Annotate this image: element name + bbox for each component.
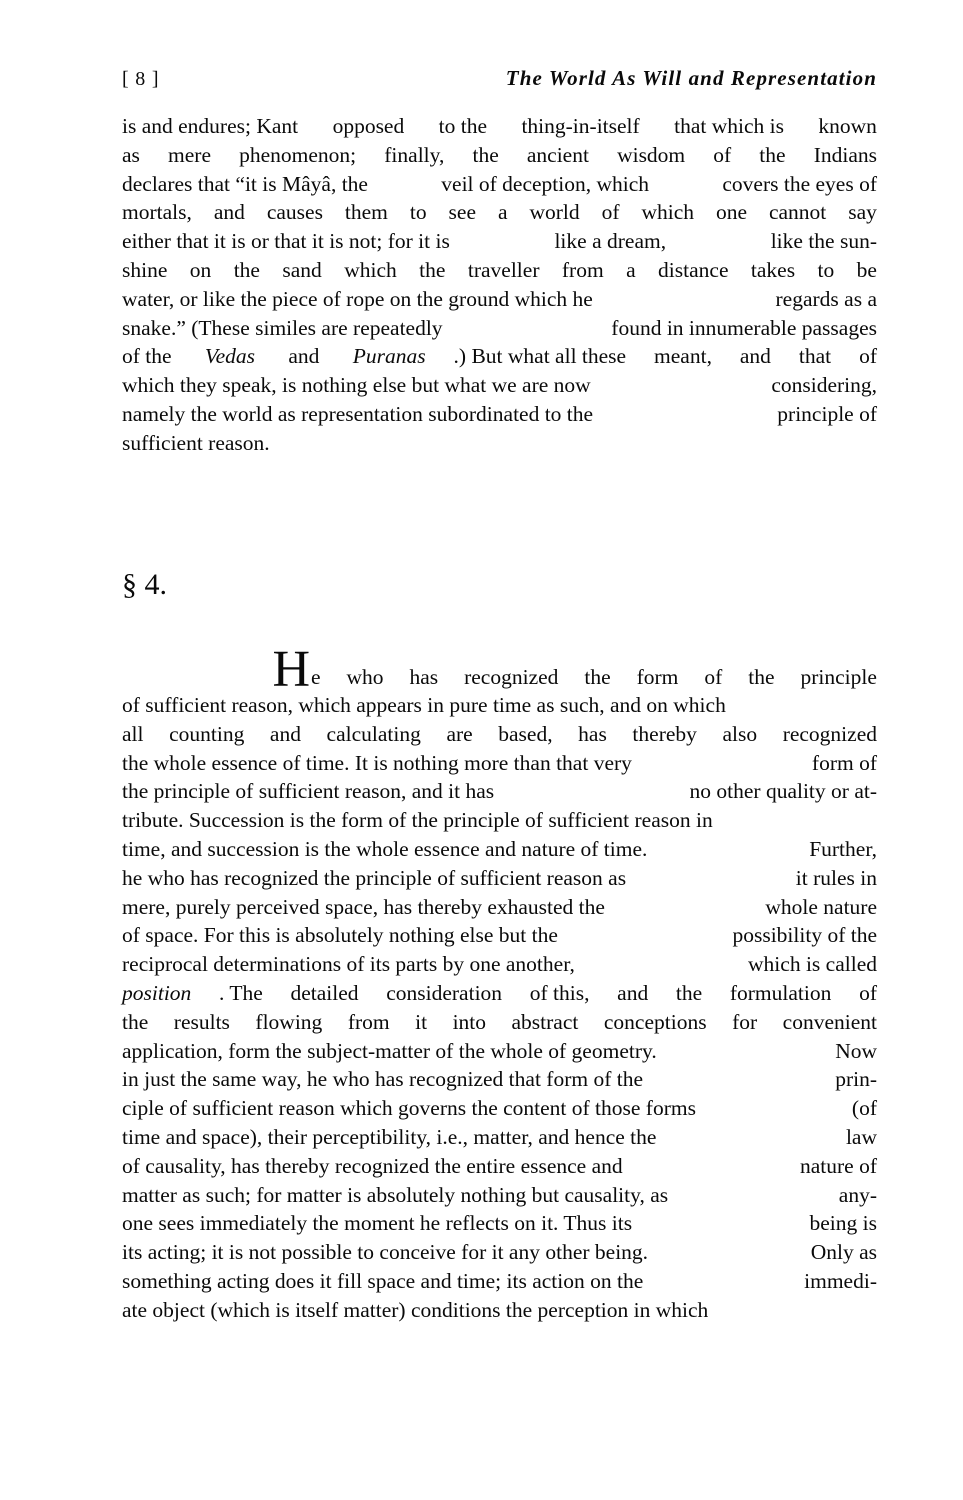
text-run: one	[715, 200, 747, 225]
text-run: the	[675, 980, 703, 1005]
text-run: and	[617, 980, 649, 1005]
text-run: recognized	[782, 721, 877, 746]
text-run: time and space), their perceptibility, i.e., matter, and hence the	[122, 1124, 657, 1149]
text-run: tribute. Succession is the form of the principle of sufficient reason in	[122, 808, 713, 833]
text-run: as	[122, 142, 140, 167]
text-run: to the	[438, 114, 488, 138]
text-run: any-	[838, 1182, 877, 1207]
text-run: also	[722, 721, 758, 746]
drop-cap: H	[272, 641, 310, 698]
text-run: convenient	[782, 1009, 877, 1034]
text-run: world	[529, 200, 580, 225]
text-line	[122, 198, 877, 227]
text-line	[122, 835, 877, 864]
running-head	[122, 66, 877, 96]
text-run: takes	[750, 257, 796, 282]
text-run: cannot	[768, 200, 827, 225]
text-run: of	[859, 344, 877, 369]
text-run: .) But what all these	[453, 344, 627, 369]
text-run: conceptions	[603, 1009, 707, 1034]
text-run: of this,	[529, 980, 590, 1005]
text-run: declares that “it is Mâyâ, the	[122, 171, 368, 196]
text-line	[122, 1296, 877, 1325]
text-line	[122, 285, 877, 314]
text-run: that which is	[674, 114, 784, 138]
text-run: either that it is or that it is not; for it is	[122, 229, 450, 254]
text-run: known	[818, 114, 877, 138]
text-line	[122, 1267, 877, 1296]
text-run: a	[626, 257, 636, 282]
text-run: ate object (which is itself matter) conditions the perception in which	[122, 1297, 709, 1322]
text-run: namely the world as representation subordinated to the	[122, 401, 594, 426]
text-run: position	[122, 980, 192, 1005]
text-run: found in innumerable passages	[611, 315, 877, 340]
text-run: the principle of sufficient reason, and it has	[122, 779, 495, 804]
text-run: mortals,	[122, 200, 192, 225]
text-line	[122, 691, 877, 720]
text-run: counting	[169, 721, 245, 746]
text-line	[122, 950, 877, 979]
text-run: formulation	[729, 980, 832, 1005]
text-line	[122, 1094, 877, 1123]
text-run: traveller	[467, 257, 540, 282]
text-run: Only as	[810, 1240, 877, 1265]
text-run: like a dream,	[554, 229, 667, 254]
text-run: form of	[811, 750, 877, 775]
text-run: into	[452, 1009, 487, 1034]
text-run: of causality, has thereby recognized the entire essence and	[122, 1153, 623, 1178]
text-run: all	[122, 721, 144, 746]
text-line	[122, 921, 877, 950]
section-heading	[122, 568, 877, 602]
text-line	[122, 112, 877, 141]
text-run: a	[497, 200, 508, 225]
text-run: opposed	[332, 114, 405, 138]
text-run: who	[346, 665, 384, 689]
text-run: phenomenon;	[239, 142, 357, 167]
text-run: Further,	[809, 836, 877, 861]
text-run: no other quality or at-	[689, 779, 877, 804]
text-line	[122, 314, 877, 343]
text-run: of sufficient reason, which appears in pure time as such, and on which	[122, 693, 726, 717]
text-run: say	[848, 200, 877, 225]
text-run: one sees immediately the moment he reflects on it. Thus its	[122, 1211, 633, 1236]
text-run: reciprocal determinations of its parts by one another,	[122, 952, 575, 977]
text-run: which	[641, 200, 694, 225]
text-run: it rules in	[795, 865, 877, 890]
text-run: which	[344, 257, 397, 282]
text-run: mere	[168, 142, 211, 167]
text-run: abstract	[511, 1009, 579, 1034]
text-line	[122, 1065, 877, 1094]
text-line	[122, 227, 877, 256]
text-line	[122, 1181, 877, 1210]
text-run: and	[269, 721, 301, 746]
text-run: of	[601, 200, 620, 225]
text-run: for	[732, 1009, 758, 1034]
text-run: finally,	[384, 142, 445, 167]
text-run: be	[856, 257, 877, 282]
text-line	[122, 1008, 877, 1037]
text-run: based,	[498, 721, 553, 746]
paragraph-one	[122, 112, 877, 458]
drop-cap-line-text	[311, 665, 877, 690]
text-run: Now	[835, 1038, 877, 1063]
text-run: flowing	[255, 1009, 323, 1034]
text-run: being is	[809, 1211, 877, 1236]
text-run: meant,	[654, 344, 712, 369]
text-run: sand	[282, 257, 322, 282]
text-run: the	[472, 142, 499, 167]
drop-cap-line	[122, 641, 877, 698]
text-run: the	[759, 142, 786, 167]
page-folio: [ 8 ]	[122, 68, 160, 90]
text-run: e	[311, 665, 321, 689]
text-line	[122, 720, 877, 749]
running-title: The World As Will and Representation	[505, 66, 877, 90]
text-run: ciple of sufficient reason which governs the content of those forms	[122, 1096, 696, 1121]
text-line	[122, 1123, 877, 1152]
text-line	[122, 806, 877, 835]
text-run: covers the eyes of	[722, 171, 877, 196]
text-run: detailed	[290, 980, 359, 1005]
text-run: and	[282, 344, 325, 369]
text-run: consideration	[386, 980, 503, 1005]
text-run: recognized	[464, 665, 559, 689]
text-run: ancient	[526, 142, 589, 167]
text-run: of	[859, 980, 877, 1005]
text-run: of the	[122, 344, 177, 369]
text-run: which they speak, is nothing else but what we are now	[122, 373, 591, 398]
text-line	[122, 1209, 877, 1238]
text-run: like the sun-	[770, 229, 877, 254]
text-run: and	[213, 200, 245, 225]
text-run: sufficient reason.	[122, 430, 270, 455]
text-run: from	[561, 257, 604, 282]
text-run: veil of deception, which	[441, 171, 650, 196]
text-run: application, form the subject-matter of the whole of geometry.	[122, 1038, 657, 1063]
text-run: wisdom	[617, 142, 686, 167]
text-run: he who has recognized the principle of sufficient reason as	[122, 865, 627, 890]
text-run: the	[419, 257, 446, 282]
text-run: time, and succession is the whole essence and nature of time.	[122, 836, 648, 861]
text-line	[122, 342, 877, 371]
text-run: has	[409, 665, 439, 689]
text-run: of	[713, 142, 732, 167]
text-line	[122, 893, 877, 922]
text-run: in just the same way, he who has recognized that form of the	[122, 1067, 644, 1092]
text-run: and	[739, 344, 771, 369]
text-run: distance	[658, 257, 729, 282]
text-run: principle of	[777, 401, 877, 426]
text-run: (of	[851, 1096, 877, 1121]
text-run: Puranas	[352, 344, 426, 369]
text-line	[122, 749, 877, 778]
text-line	[122, 777, 877, 806]
text-run: results	[173, 1009, 230, 1034]
text-line	[122, 429, 877, 458]
text-run: mere, purely perceived space, has thereby exhausted the	[122, 894, 605, 919]
text-line	[122, 256, 877, 285]
text-run: thing-in-itself	[521, 114, 640, 138]
text-run: nature of	[799, 1153, 877, 1178]
text-run: thereby	[632, 721, 697, 746]
text-run: are	[446, 721, 473, 746]
text-run: to	[817, 257, 835, 282]
text-run: of	[704, 665, 723, 689]
text-run: the whole essence of time. It is nothing more than that very	[122, 750, 632, 775]
text-run: it	[415, 1009, 428, 1034]
text-line	[122, 141, 877, 170]
text-line	[122, 1037, 877, 1066]
text-run: them	[344, 200, 388, 225]
text-line	[122, 400, 877, 429]
text-run: whole nature	[765, 894, 877, 919]
text-line	[122, 170, 877, 199]
text-run: immedi-	[804, 1268, 877, 1293]
text-run: matter as such; for matter is absolutely nothing but causality, as	[122, 1182, 669, 1207]
text-run: . The	[218, 980, 263, 1005]
text-run: regards as a	[775, 286, 877, 311]
text-run: of space. For this is absolutely nothing else but the	[122, 923, 558, 948]
text-run: Vedas	[204, 344, 256, 369]
text-run: which is called	[748, 952, 877, 977]
text-run: from	[347, 1009, 390, 1034]
text-line	[122, 371, 877, 400]
text-run: possibility of the	[732, 923, 877, 948]
text-run: see	[448, 200, 476, 225]
text-run: calculating	[326, 721, 421, 746]
text-run: form	[636, 665, 679, 689]
text-run: has	[578, 721, 607, 746]
text-run: considering,	[771, 373, 877, 398]
text-line	[122, 979, 877, 1008]
text-run: principle	[800, 665, 877, 689]
text-run: Indians	[813, 142, 877, 167]
text-run: shine	[122, 257, 168, 282]
text-line	[122, 864, 877, 893]
text-run: to	[409, 200, 427, 225]
paragraph-two	[122, 641, 877, 1325]
text-run: the	[584, 665, 611, 689]
text-run: on	[189, 257, 212, 282]
text-run: is and endures; Kant	[122, 114, 299, 138]
text-run: causes	[266, 200, 323, 225]
text-line	[122, 1238, 877, 1267]
text-run: that	[798, 344, 832, 369]
section-number: § 4.	[122, 568, 167, 601]
text-line	[122, 1152, 877, 1181]
text-run: water, or like the piece of rope on the ground which he	[122, 286, 593, 311]
text-run: the	[748, 665, 775, 689]
text-run: prin-	[835, 1067, 877, 1092]
text-run: the	[233, 257, 260, 282]
text-run: snake.” (These similes are repeatedly	[122, 315, 443, 340]
text-run: something acting does it fill space and time; its action on the	[122, 1268, 644, 1293]
text-run: its acting; it is not possible to conceive for it any other being.	[122, 1240, 649, 1265]
text-run: the	[122, 1009, 149, 1034]
text-run: law	[845, 1124, 877, 1149]
